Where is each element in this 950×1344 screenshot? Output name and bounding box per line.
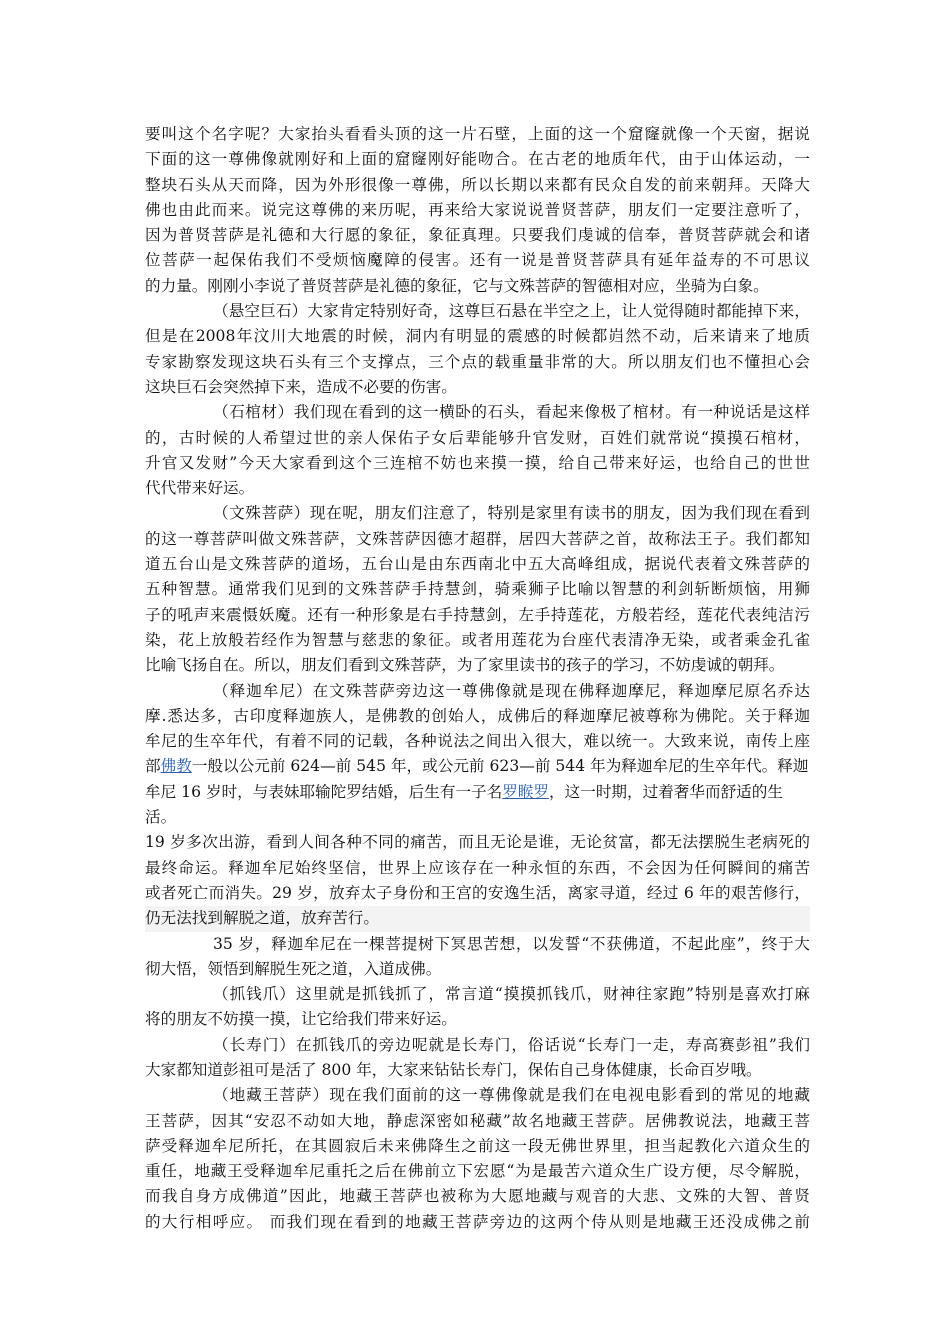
text-line: （文殊菩萨）现在呢，朋友们注意了，特别是家里有读书的朋友，因为我们现在看到 <box>213 504 810 523</box>
text-line: 重任，地藏王受释迦牟尼重托之后在佛前立下宏愿“为是最苦六道众生广设方便，尽令解脱， <box>145 1162 810 1181</box>
text-line: 子的吼声来震慑妖魔。还有一种形象是右手持慧剑，左手持莲花，方般若经，莲花代表纯洁污 <box>145 605 810 624</box>
text-fragment: 牟尼 16 岁时，与表妹耶输陀罗结婚，后生有一子名 <box>145 782 503 801</box>
text-line: 将的朋友不妨摸一摸，让它给我们带来好运。 <box>145 1010 457 1029</box>
paragraph-7 <box>145 932 810 983</box>
text-line: 的大行相呼应。 而我们现在看到的地藏王菩萨旁边的这两个侍从则是地藏王还没成佛之前 <box>145 1212 810 1231</box>
text-line: （地藏王菩萨）现在我们面前的这一尊佛像就是我们在电视电影看到的常见的地藏 <box>213 1086 810 1105</box>
text-line: 的，古时候的人希望过世的亲人保佑子女后辈能够升官发财，百姓们就常说“摸摸石棺材， <box>145 428 810 447</box>
text-line: 的力量。刚刚小李说了普贤菩萨是礼德的象征，它与文殊菩萨的智德相对应，坐骑为白象。 <box>145 276 769 295</box>
paragraph-2 <box>145 299 810 400</box>
text-line: 整块石头从天而降，因为外形很像一尊佛，所以长期以来都有民众自发的前来朝拜。天降大 <box>145 175 810 194</box>
text-line: 而我自身方成佛道”因此，地藏王菩萨也被称为大愿地藏与观音的大悲、文殊的大智、普贤 <box>145 1187 810 1206</box>
text-line: 位菩萨一起保佑我们不受烦恼魔障的侵害。还有一说是普贤菩萨具有延年益寿的不可思议 <box>145 251 810 270</box>
paragraph-3 <box>145 400 810 501</box>
text-line: （长寿门）在抓钱爪的旁边呢就是长寿门，俗话说“长寿门一走，寿高赛彭祖”我们 <box>213 1035 810 1054</box>
text-line <box>145 754 810 779</box>
paragraph-4 <box>145 501 810 678</box>
text-line: 佛也由此而来。说完这尊佛的来历呢，再来给大家说说普贤菩萨，朋友们一定要注意听了， <box>145 200 810 219</box>
paragraph-6 <box>145 830 810 931</box>
text-line: 摩.悉达多，古印度释迦族人，是佛教的创始人，成佛后的释迦摩尼被尊称为佛陀。关于释迦 <box>145 706 810 725</box>
text-line: 升官又发财”今天大家看到这个三连棺不妨也来摸一摸，给自己带来好运，也给自己的世世 <box>145 453 810 472</box>
text-line: 萨受释迦牟尼所托，在其圆寂后未来佛降生之前这一段无佛世界里，担当起教化六道众生的 <box>145 1136 810 1155</box>
text-line: 染，花上放般若经作为智慧与慈悲的象征。或者用莲花为台座代表清净无染，或者乘金孔雀 <box>145 630 810 649</box>
text-line: 牟尼的生卒年代，有着不同的记载，各种说法之间出入很大，难以统一。大致来说，南传上座 <box>145 732 810 751</box>
document-body <box>145 122 810 1235</box>
text-line: 专家勘察发现这块石头有三个支撑点，三个点的载重量非常的大。所以朋友们也不懂担心会 <box>145 352 810 371</box>
paragraph-10 <box>145 1083 810 1235</box>
text-line: 大家都知道彭祖可是活了 800 年，大家来钻钻长寿门，保佑自己身体健康，长命百岁哦。 <box>145 1060 762 1079</box>
text-line: 下面的这一尊佛像就刚好和上面的窟窿刚好能吻合。在古老的地质年代，由于山体运动，一 <box>145 150 810 169</box>
text-line: 的这一尊菩萨叫做文殊菩萨，文殊菩萨因德才超群，居四大菩萨之首，故称法王子。我们都知 <box>145 529 810 548</box>
text-line: 或者死亡而消失。29 岁，放弃太子身份和王宫的安逸生活，离家寻道，经过 6 年的艰苦修行， <box>145 883 810 902</box>
text-line: 比喻飞扬自在。所以，朋友们看到文殊菩萨，为了家里读书的孩子的学习，不妨虔诚的朝拜。 <box>145 656 785 675</box>
text-line: 因为普贤菩萨是礼德和大行愿的象征，象征真理。只要我们虔诚的信奉，普贤菩萨就会和诸 <box>145 226 810 245</box>
text-line: 要叫这个名字呢？大家抬头看看头顶的这一片石壁，上面的这一个窟窿就像一个天窗，据说 <box>145 125 810 143</box>
text-fragment: 部 <box>145 757 161 776</box>
text-line: 但是在2008年汶川大地震的时候，洞内有明显的震感的时候都岿然不动，后来请来了地质 <box>145 327 810 346</box>
paragraph-8 <box>145 982 810 1033</box>
text-line: 彻大悟，领悟到解脱生死之道，入道成佛。 <box>145 959 442 978</box>
text-line: （抓钱爪）这里就是抓钱抓了，常言道“摸摸抓钱爪，财神往家跑”特别是喜欢打麻 <box>213 985 810 1004</box>
text-line: 19 岁多次出游，看到人间各种不同的痛苦，而且无论是谁，无论贫富，都无法摆脱生老病死的 <box>145 833 810 852</box>
text-line: （释迦牟尼）在文殊菩萨旁边这一尊佛像就是现在佛释迦摩尼，释迦摩尼原名乔达 <box>213 681 810 700</box>
paragraph-9 <box>145 1033 810 1084</box>
text-line: 这块巨石会突然掉下来，造成不必要的伤害。 <box>145 377 457 396</box>
text-fragment: 一般以公元前 624—前 545 年，或公元前 623—前 544 年为释迦牟尼的生卒年代。释迦 <box>191 757 809 776</box>
text-fragment: ，这一时期，过着奢华而舒适的生 <box>549 782 783 801</box>
text-line <box>145 780 810 805</box>
text-line: 活。 <box>145 808 177 827</box>
link-fojiao[interactable]: 佛教 <box>160 757 192 776</box>
paragraph-5 <box>145 679 810 831</box>
text-line: （石棺材）我们现在看到的这一横卧的石头，看起来像极了棺材。有一种说话是这样 <box>213 403 810 422</box>
text-line: 王菩萨，因其“安忍不动如大地，静虑深密如秘藏”故名地藏王菩萨。居佛教说法，地藏王菩 <box>145 1111 810 1130</box>
text-line: 五种智慧。通常我们见到的文殊菩萨手持慧剑，骑乘狮子比喻以智慧的利剑斩断烦恼，用狮 <box>145 580 810 599</box>
text-line: 代代带来好运。 <box>145 479 255 498</box>
text-line: 最终命运。释迦牟尼始终坚信，世界上应该存在一种永恒的东西，不会因为任何瞬间的痛苦 <box>145 858 810 877</box>
shaded-text: 仍无法找到解脱之道，放弃苦行。 <box>145 906 810 931</box>
text-line <box>145 906 810 931</box>
text-line: 道五台山是文殊菩萨的道场，五台山是由东西南北中五大高峰组成，据说代表着文殊菩萨的 <box>145 555 810 574</box>
link-luohouluo[interactable]: 罗睺罗 <box>502 782 550 801</box>
text-line: （悬空巨石）大家肯定特别好奇，这尊巨石悬在半空之上，让人觉得随时都能掉下来， <box>213 302 810 321</box>
paragraph-1 <box>145 122 810 299</box>
text-line: 35 岁，释迦牟尼在一棵菩提树下冥思苦想，以发誓“不获佛道，不起此座”，终于大 <box>213 934 810 953</box>
